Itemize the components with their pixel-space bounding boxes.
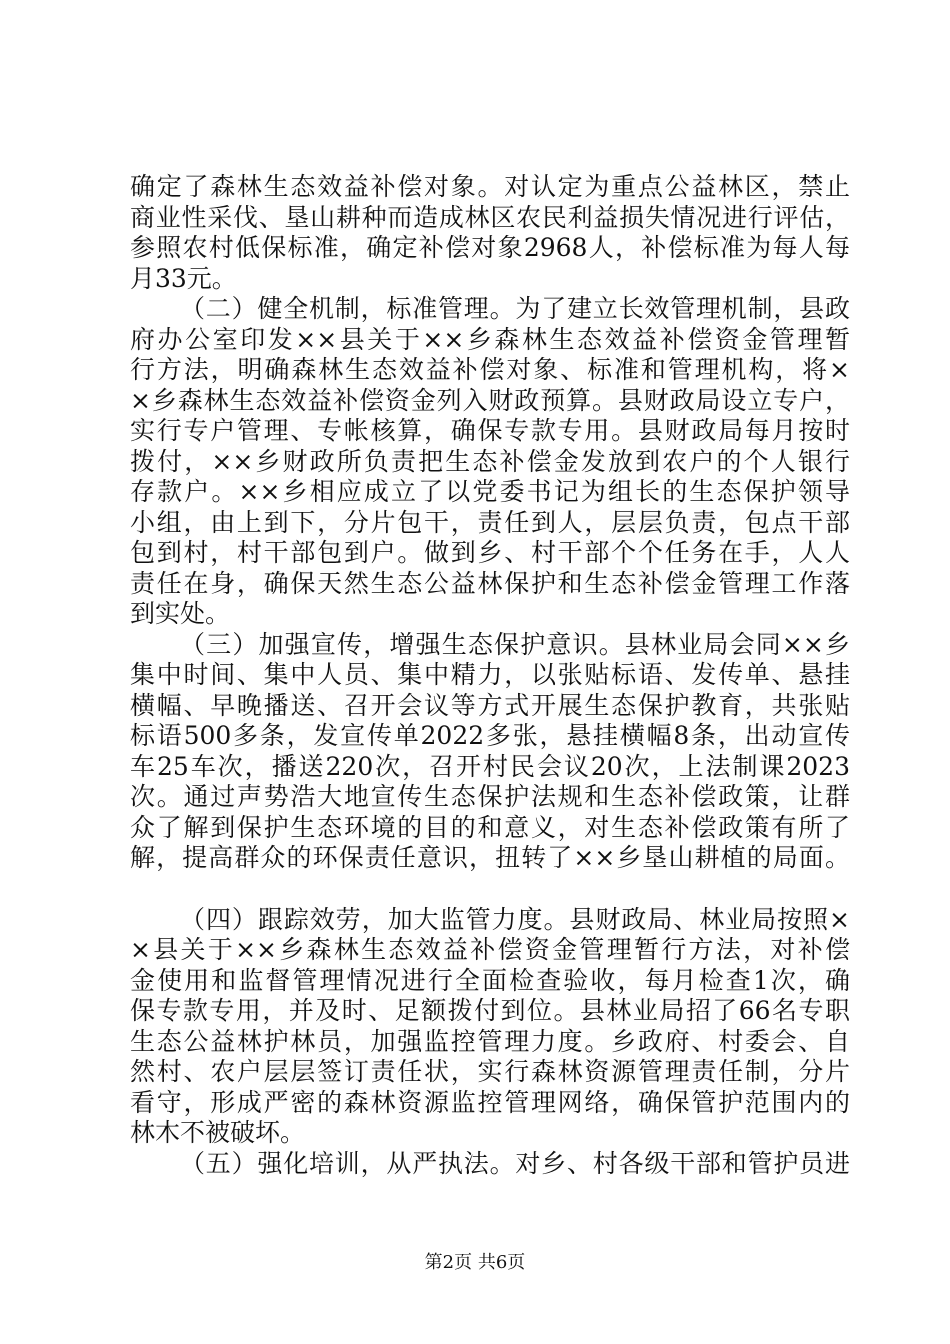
text-line: 横幅、早晚播送、召开会议等方式开展生态保护教育，共张贴 xyxy=(130,690,850,720)
document-body xyxy=(130,172,850,1179)
text-line: 行方法，明确森林生态效益补偿对象、标准和管理机构，将× xyxy=(130,355,850,384)
text-line: 集中时间、集中人员、集中精力，以张贴标语、发传单、悬挂 xyxy=(130,660,850,689)
text-line: 拨付，××乡财政所负责把生态补偿金发放到农户的个人银行 xyxy=(130,446,850,476)
text-line: 月33元。 xyxy=(130,263,237,293)
text-line: 小组，由上到下，分片包干，责任到人，层层负责，包点干部 xyxy=(130,507,850,537)
text-line: 实行专户管理、专帐核算，确保专款专用。县财政局每月按时 xyxy=(130,416,850,445)
text-line: 次。通过声势浩大地宣传生态保护法规和生态补偿政策，让群 xyxy=(130,782,850,811)
text-line: 保专款专用，并及时、足额拨付到位。县林业局招了66名专职 xyxy=(130,996,850,1025)
text-line: 看守，形成严密的森林资源监控管理网络，确保管护范围内的 xyxy=(130,1087,850,1117)
section-heading-line: （四）跟踪效劳，加大监管力度。县财政局、林业局按照× xyxy=(180,904,850,934)
text-line: 参照农村低保标准，确定补偿对象2968人，补偿标准为每人每 xyxy=(130,233,850,262)
text-line: 车25车次，播送220次，召开村民会议20次，上法制课2023 xyxy=(130,751,850,781)
text-line: 金使用和监督管理情况进行全面检查验收，每月检查1次，确 xyxy=(130,965,850,995)
section-heading-line: （五）强化培训，从严执法。对乡、村各级干部和管护员进 xyxy=(180,1148,850,1178)
text-line: 存款户。××乡相应成立了以党委书记为组长的生态保护领导 xyxy=(130,477,850,506)
text-line: 确定了森林生态效益补偿对象。对认定为重点公益林区，禁止 xyxy=(130,172,850,201)
text-line: 生态公益林护林员，加强监控管理力度。乡政府、村委会、自 xyxy=(130,1026,850,1056)
text-line: ×县关于××乡森林生态效益补偿资金管理暂行方法，对补偿 xyxy=(130,935,850,964)
text-line: 众了解到保护生态环境的目的和意义，对生态补偿政策有所了 xyxy=(130,812,850,842)
page-number-footer: 第2页 共6页 xyxy=(424,1252,526,1273)
section-heading-line: （三）加强宣传，增强生态保护意识。县林业局会同××乡 xyxy=(180,629,850,659)
text-line: 解，提高群众的环保责任意识，扭转了××乡垦山耕植的局面。 xyxy=(130,843,850,872)
paragraph-gap xyxy=(130,874,850,905)
text-line: 到实处。 xyxy=(130,599,231,628)
text-line: 商业性采伐、垦山耕种而造成林区农民利益损失情况进行评估， xyxy=(130,202,850,232)
text-line: 然村、农户层层签订责任状，实行森林资源管理责任制，分片 xyxy=(130,1057,850,1086)
text-line: 包到村，村干部包到户。做到乡、村干部个个任务在手，人人 xyxy=(130,538,850,567)
text-line: ×乡森林生态效益补偿资金列入财政预算。县财政局设立专户， xyxy=(130,385,850,415)
text-line: 责任在身，确保天然生态公益林保护和生态补偿金管理工作落 xyxy=(130,568,850,598)
text-line: 府办公室印发××县关于××乡森林生态效益补偿资金管理暂 xyxy=(130,324,850,354)
text-line: 林木不被破坏。 xyxy=(130,1118,306,1147)
text-line: 标语500多条，发宣传单2022多张，悬挂横幅8条，出动宣传 xyxy=(130,721,850,750)
section-heading-line: （二）健全机制，标准管理。为了建立长效管理机制，县政 xyxy=(180,294,850,323)
